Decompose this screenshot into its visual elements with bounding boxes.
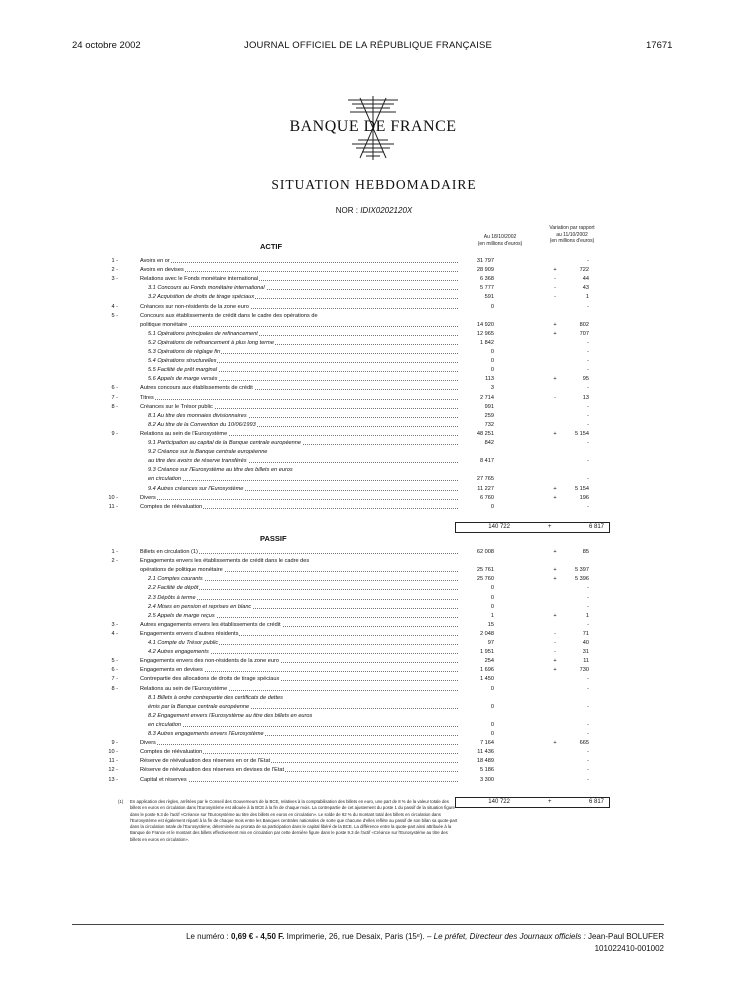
column-header-amount-line: Au 18/10/2002	[483, 234, 517, 240]
table-row	[0, 503, 748, 511]
row-variation-sign: -	[554, 649, 556, 656]
column-header-variation-line: au 11/10/2002	[556, 231, 588, 238]
footer-price-label: Le numéro :	[186, 932, 229, 941]
row-variation-sign: +	[553, 376, 557, 383]
row-amount: 48 251	[476, 430, 494, 437]
row-variation-sign: +	[553, 612, 557, 619]
row-amount: 1 450	[480, 676, 494, 683]
table-row	[0, 439, 748, 447]
table-row	[0, 548, 748, 556]
row-label-text: 5.3 Opérations de réglage fin	[148, 349, 221, 355]
row-amount: 0	[490, 303, 494, 310]
row-number: 3 -	[111, 621, 118, 628]
row-variation: -	[587, 731, 589, 737]
row-label-text: 8.1 Billets à ordre contrepartie des certificats de dettes	[148, 694, 283, 701]
row-variation: -	[587, 421, 589, 428]
row-variation: 722	[579, 267, 589, 274]
row-amount: 3 300	[480, 776, 494, 783]
table-row	[0, 685, 748, 693]
total-amount: 140 722	[488, 799, 510, 805]
row-number: 7 -	[111, 676, 118, 683]
row-variation-sign: -	[554, 640, 556, 646]
row-amount: 254	[484, 658, 494, 665]
row-label-text: Comptes de réévaluation	[140, 503, 203, 510]
row-variation: -	[587, 367, 589, 374]
row-variation: -	[587, 385, 589, 392]
row-label-text: Concours aux établissements de crédit dans le cadre des opérations de	[140, 312, 318, 319]
row-number: 5 -	[111, 312, 118, 319]
row-amount: 6 760	[480, 494, 494, 501]
footer-divider	[72, 924, 664, 925]
row-label-text: 2.3 Dépôts à terme	[148, 594, 196, 601]
table-row	[0, 457, 748, 465]
column-header-amount	[465, 234, 535, 247]
row-variation-sign: +	[553, 494, 557, 501]
row-number: 2 -	[111, 267, 118, 274]
row-amount: 842	[484, 440, 494, 446]
header-page-number: 17671	[646, 40, 673, 51]
row-label-text: 5.4 Opérations structurelles	[148, 358, 217, 365]
row-amount: 28 909	[476, 267, 494, 274]
row-number: 9 -	[111, 740, 118, 747]
row-variation: 13	[582, 394, 589, 401]
row-variation: 5 397	[575, 567, 589, 574]
row-variation: -	[587, 758, 589, 765]
row-label-text: 9.4 Autres créances sur l'Eurosystème	[148, 485, 244, 492]
row-label-text: Réserve de réévaluation des réserves en or de l'Etat	[140, 758, 271, 765]
total-sign: +	[548, 799, 552, 805]
row-variation: 40	[582, 640, 589, 646]
row-amount: 0	[490, 367, 494, 374]
header-date: 24 octobre 2002	[72, 40, 141, 51]
row-label-text: 8.1 Au titre des monnaies divisionnaires	[148, 412, 247, 419]
row-label-text: 2.1 Comptes courants	[148, 576, 203, 583]
row-label-text: Relations avec le Fonds monétaire international	[140, 276, 259, 283]
row-amount: 1 842	[480, 339, 494, 346]
row-label-text: au titre des avoirs de réserve transférés	[148, 458, 247, 465]
column-header-amount-line: (en millions d'euros)	[477, 240, 523, 247]
row-label	[140, 776, 460, 784]
row-amount: 1	[490, 612, 494, 619]
banque-de-france-emblem-icon	[278, 96, 468, 176]
row-number: 6 -	[111, 667, 118, 674]
row-amount: 0	[490, 685, 494, 692]
row-variation: 707	[579, 330, 589, 337]
row-label-text: Avoirs en or	[140, 258, 170, 264]
row-label-text: Relations au sein de l'Eurosystème	[140, 685, 228, 692]
row-variation-sign: +	[553, 267, 557, 274]
footer-role: Le préfet, Directeur des Journaux officiels :	[433, 932, 586, 941]
row-number: 4 -	[111, 303, 118, 310]
row-variation: -	[587, 721, 589, 728]
total-sign: +	[548, 524, 552, 530]
row-amount: 8 417	[480, 458, 494, 465]
row-label	[140, 303, 460, 311]
row-label-text: 9.1 Participation au capital de la Banque centrale européenne	[148, 440, 302, 446]
row-label-text: 5.6 Appels de marge versés	[148, 376, 218, 383]
row-label	[148, 703, 460, 711]
row-number: 10 -	[108, 494, 118, 501]
row-variation-sign: -	[554, 630, 556, 637]
row-amount: 7 164	[480, 740, 494, 747]
row-variation: 11	[583, 658, 589, 665]
row-amount: 0	[490, 731, 494, 737]
footer-name: Jean-Paul BOLUFER	[587, 932, 664, 941]
row-label	[140, 685, 460, 693]
row-label-text: 5.1 Opérations principales de refinancement	[148, 330, 258, 337]
row-amount: 732	[484, 421, 494, 428]
row-variation: 31	[582, 649, 589, 656]
row-label-text: 2.2 Facilité de dépôt	[148, 585, 199, 592]
row-amount: 259	[484, 412, 494, 419]
row-label-text: Contrepartie des allocations de droits de tirage spéciaux	[140, 676, 280, 683]
total-actif	[455, 522, 610, 533]
row-variation: -	[587, 676, 589, 683]
table-row	[0, 776, 748, 784]
footnote-text: En application des règles, arrêtées par le Conseil des Gouverneurs de la BCE, relatives à la comptabilisation des billets en euro, une part de 8 % de la valeur totale des billets en euros en circulation dans l'Eurosystème est allouée à la BCE à la fin de chaque mois. La contrepartie de cet ajustement du poste 1 du passif de la situation figure dans le poste 9.3 de l'actif «Créance sur l'Eurosystème au titre des billets en euros en circulation». Le solde de 92 % du montant total des billets en circulation dans l'Eurosystème est également réparti à la fin de chaque mois entre les Banques centrales nationales de sorte que chacune d'elles reflète au passif de son bilan sa quote-part dans la circulation totale de l'Eurosystème, déterminée au prorata de sa participation dans le capital libéré de la BCE. La différence entre la quote-part ainsi attribuée à la Banque de France et le montant des billets effectivement mis en circulation par cette dernière figure dans le poste 9.3 de l'actif «Créance sur l'Eurosystème au titre des billets en euros en circulation».	[130, 799, 458, 842]
row-number: 2 -	[111, 558, 118, 565]
row-label-text: 3.2 Acquisition de droits de tirage spéciaux	[148, 294, 255, 301]
row-amount: 12 965	[476, 330, 494, 337]
section-heading-passif: PASSIF	[260, 534, 287, 543]
row-variation: 5 396	[575, 576, 589, 583]
banque-de-france-logo	[278, 96, 468, 176]
row-variation: 802	[579, 321, 589, 328]
total-amount: 140 722	[488, 524, 510, 530]
row-label-text: Autres engagements envers les établissements de crédit	[140, 621, 281, 628]
row-amount: 0	[490, 349, 494, 355]
row-variation: 5 154	[575, 430, 589, 437]
row-variation-sign: -	[554, 394, 556, 401]
row-label	[148, 457, 460, 465]
logo-text: BANQUE DE FRANCE	[289, 118, 457, 135]
row-variation: 95	[582, 376, 589, 383]
row-label-text: 8.3 Autres engagements envers l'Eurosystème	[148, 731, 264, 737]
document-title: SITUATION HEBDOMADAIRE	[271, 177, 477, 192]
row-variation-sign: +	[553, 740, 557, 747]
nor-value: IDIX0202120X	[360, 206, 413, 215]
row-variation-sign: +	[553, 430, 557, 437]
nor-label: NOR :	[335, 206, 358, 215]
total-variation: 6 817	[588, 799, 604, 805]
row-variation: 1	[585, 612, 589, 619]
row-amount: 591	[484, 294, 494, 301]
row-variation: 71	[582, 630, 589, 637]
row-variation: -	[587, 503, 589, 510]
row-variation: -	[587, 585, 589, 592]
row-variation: -	[587, 703, 589, 710]
row-variation: -	[587, 685, 589, 692]
row-variation: -	[587, 358, 589, 365]
row-label-text: Capital et réserves	[140, 776, 187, 783]
row-label-text: Comptes de réévaluation	[140, 749, 203, 756]
row-variation-sign: +	[553, 330, 557, 337]
row-variation-sign: -	[554, 276, 556, 283]
row-number: 4 -	[111, 630, 118, 637]
row-amount: 15	[487, 621, 494, 628]
row-variation-sign: +	[553, 485, 557, 492]
row-variation: -	[587, 258, 589, 264]
row-variation: -	[587, 303, 589, 310]
row-variation-sign: +	[553, 576, 557, 583]
row-amount: 113	[485, 376, 494, 383]
row-amount: 11 227	[477, 485, 494, 492]
row-label-text: Créances sur non-résidents de la zone euro	[140, 303, 249, 310]
row-amount: 18 489	[476, 758, 494, 765]
row-variation: -	[587, 458, 589, 465]
row-label-text: Engagements envers d'autres résidents	[140, 630, 239, 637]
row-amount: 2 714	[480, 394, 494, 401]
row-number: 9 -	[111, 430, 118, 437]
row-variation: -	[587, 603, 589, 610]
footer-imprint	[186, 932, 664, 941]
row-variation: 43	[582, 285, 589, 292]
row-amount: 31 797	[476, 258, 494, 264]
row-variation-sign: +	[553, 549, 557, 555]
row-variation: 196	[579, 494, 589, 501]
row-variation-sign: -	[554, 285, 556, 292]
row-number: 13 -	[108, 776, 118, 783]
row-label-text: 4.2 Autres engagements	[148, 649, 209, 656]
row-label-text: 2.5 Appels de marge reçus	[148, 612, 215, 619]
row-amount: 1 696	[480, 667, 494, 674]
row-variation-sign: -	[554, 294, 556, 301]
row-label-text: Divers	[140, 494, 156, 501]
row-amount: 25 760	[476, 576, 494, 583]
row-amount: 6 368	[480, 276, 494, 283]
row-amount: 2 048	[480, 630, 494, 637]
row-amount: 0	[490, 358, 494, 365]
row-number: 3 -	[111, 276, 118, 283]
header-journal-title: JOURNAL OFFICIEL DE LA RÉPUBLIQUE FRANÇAISE	[244, 40, 493, 51]
total-variation: 6 817	[588, 524, 604, 530]
row-label-text: en circulation	[148, 476, 181, 483]
row-variation: -	[587, 476, 589, 483]
row-amount: 11 436	[477, 749, 494, 756]
row-variation: 730	[579, 667, 589, 674]
row-variation: -	[587, 403, 589, 410]
row-amount: 27 765	[476, 476, 494, 483]
row-label-text: Engagements en devises	[140, 667, 203, 674]
table-row	[0, 303, 748, 311]
row-amount: 14 920	[476, 321, 494, 328]
row-label-text: opérations de politique monétaire	[140, 567, 223, 574]
row-variation-sign: +	[553, 567, 557, 574]
row-variation: -	[587, 440, 589, 446]
row-label	[140, 548, 460, 556]
row-number: 1 -	[111, 258, 118, 264]
row-variation: 44	[582, 276, 589, 283]
footer-code: 101022410-001002	[594, 944, 664, 953]
footnote-mark: (1)	[118, 799, 124, 804]
row-number: 6 -	[111, 385, 118, 392]
row-label-text: Billets en circulation (1)	[140, 549, 198, 555]
row-label-text: politique monétaire	[140, 321, 188, 328]
row-label-text: Créances sur le Trésor public	[140, 403, 213, 410]
row-number: 11 -	[108, 758, 118, 765]
row-amount: 0	[490, 703, 494, 710]
nor-reference	[0, 206, 748, 215]
row-amount: 25 761	[476, 567, 494, 574]
row-amount: 0	[490, 594, 494, 601]
row-label-text: Titres	[140, 394, 154, 401]
row-label-text: Engagements envers des non-résidents de la zone euro	[140, 658, 279, 665]
column-header-variation-line: Variation par rapport	[549, 225, 595, 231]
footer-dash: –	[426, 932, 432, 941]
row-label-text: Réserve de réévaluation des réserves en devises de l'Etat	[140, 767, 285, 774]
row-label-text: 8.2 Engagement envers l'Eurosystème au titre des billets en euros	[148, 712, 313, 719]
row-label-text: 2.4 Mises en pension et reprises en blanc	[148, 603, 252, 610]
row-amount: 62 008	[476, 549, 494, 555]
row-label-text: 5.5 Facilité de prêt marginal	[148, 367, 218, 374]
row-number: 1 -	[111, 549, 118, 555]
row-variation: -	[587, 339, 589, 346]
row-label-text: 4.1 Compte du Trésor public	[148, 640, 219, 646]
footnote	[118, 799, 458, 843]
row-variation: 665	[579, 740, 589, 747]
row-amount: 0	[490, 721, 494, 728]
row-amount: 0	[490, 603, 494, 610]
row-amount: 3	[490, 385, 494, 392]
section-heading-actif: ACTIF	[260, 242, 283, 251]
footer-price-value: 0,69 € - 4,50 F.	[231, 932, 285, 941]
row-label-text: Divers	[140, 740, 156, 747]
row-amount: 5 777	[480, 285, 494, 292]
row-amount: 991	[484, 403, 494, 410]
row-number: 10 -	[108, 749, 118, 756]
row-number: 5 -	[111, 658, 118, 665]
row-variation: -	[587, 594, 589, 601]
row-label-text: émis par la Banque centrale européenne	[148, 703, 250, 710]
row-variation: -	[587, 621, 589, 628]
row-number: 7 -	[111, 394, 118, 401]
row-label-text: Avoirs en devises	[140, 267, 184, 274]
total-passif	[455, 797, 610, 808]
row-label-text: 5.2 Opérations de refinancement à plus long terme	[148, 339, 274, 346]
footer-printer: Imprimerie, 26, rue Desaix, Paris (15ᵉ).	[286, 932, 425, 941]
row-label-text: Relations au sein de l'Eurosystème	[140, 430, 228, 437]
column-header-variation-line: (en millions d'euros)	[549, 238, 595, 244]
row-variation: 1	[585, 294, 589, 301]
row-variation: -	[587, 749, 589, 756]
row-label	[148, 439, 460, 447]
row-label	[140, 503, 460, 511]
row-amount: 0	[490, 503, 494, 510]
row-label-text: Engagements envers les établissements de crédit dans le cadre des	[140, 558, 310, 565]
row-variation: -	[587, 767, 589, 774]
row-amount: 5 186	[480, 767, 494, 774]
row-variation: -	[587, 412, 589, 419]
row-variation: 85	[582, 549, 589, 555]
row-label-text: 9.2 Créance sur la Banque centrale européenne	[148, 449, 268, 456]
row-amount: 1 951	[480, 649, 494, 656]
row-label-text: 9.3 Créance sur l'Eurosystème au titre des billets en euros	[148, 467, 293, 474]
row-label-text: 3.1 Concours au Fonds monétaire international	[148, 285, 265, 292]
row-label-text: Autres concours aux établissements de crédit	[140, 385, 253, 392]
row-label-text: en circulation	[148, 721, 181, 728]
table-row	[0, 703, 748, 711]
row-number: 11 -	[108, 503, 118, 510]
row-variation: -	[587, 349, 589, 355]
row-variation-sign: +	[553, 321, 557, 328]
row-variation: 5 154	[575, 485, 589, 492]
row-amount: 0	[490, 585, 494, 592]
row-variation-sign: +	[553, 667, 557, 674]
row-number: 8 -	[111, 403, 118, 410]
row-variation: -	[587, 776, 589, 783]
column-header-variation	[532, 225, 612, 245]
row-amount: 97	[487, 640, 494, 646]
row-number: 12 -	[108, 767, 118, 774]
row-number: 8 -	[111, 685, 118, 692]
row-label-text: 8.2 Au titre de la Convention du 10/06/1993	[148, 421, 256, 428]
row-variation-sign: +	[553, 658, 557, 665]
